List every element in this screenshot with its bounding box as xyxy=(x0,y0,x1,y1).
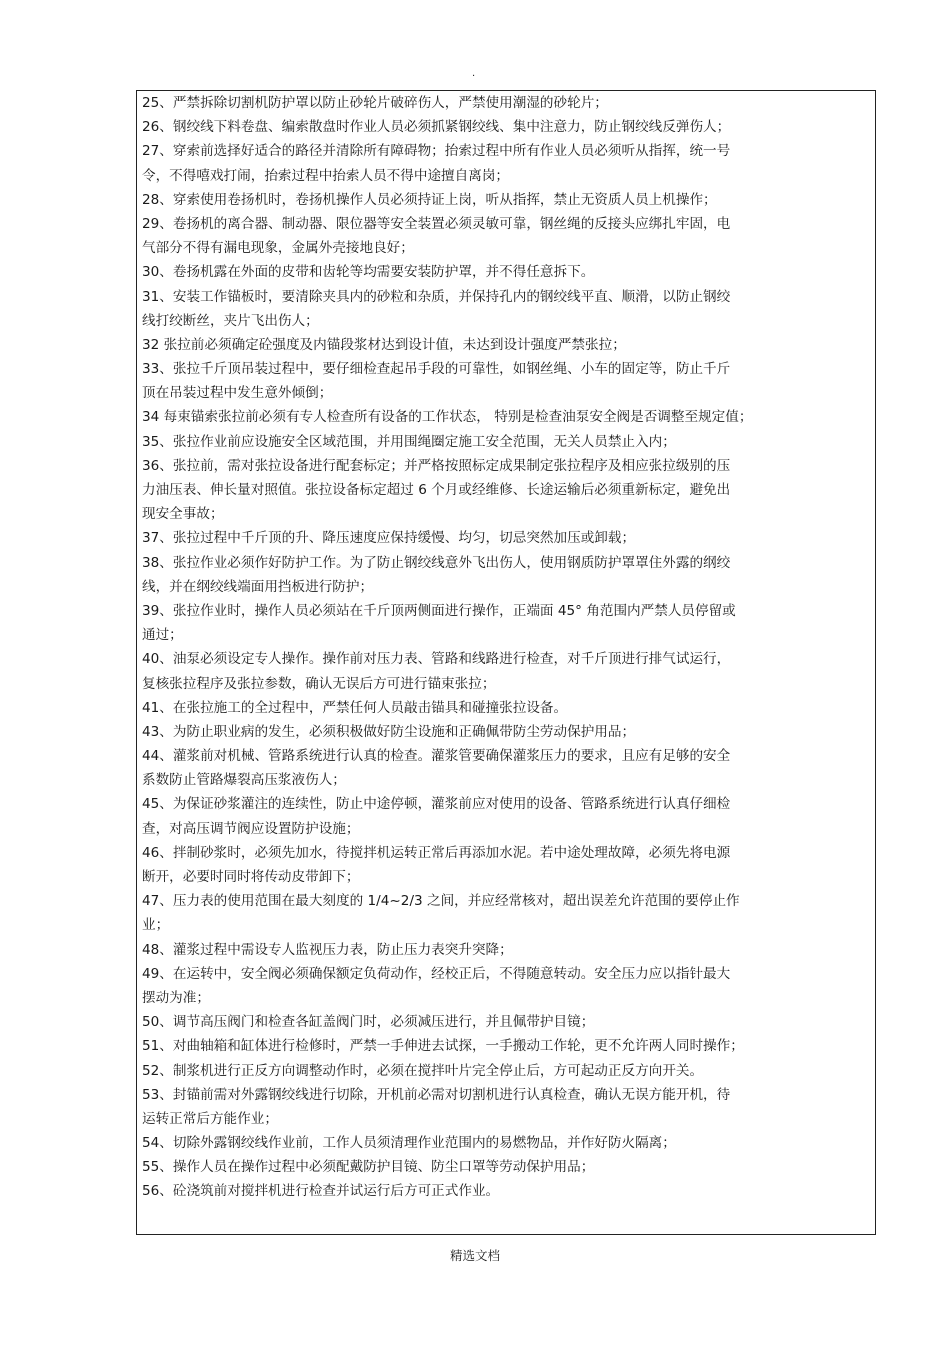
rule-line: 40、油泵必须设定专人操作。操作前对压力表、管路和线路进行检查，对千斤顶进行排气试运行， xyxy=(142,651,731,668)
rule-line: 33、张拉千斤顶吊装过程中，要仔细检查起吊手段的可靠性，如钢丝绳、小车的固定等，防止千斤 xyxy=(142,361,731,378)
rule-line: 46、拌制砂浆时，必须先加水，待搅拌机运转正常后再添加水泥。若中途处理故障，必须先将电源 xyxy=(142,844,731,861)
rule-line: 56、砼浇筑前对搅拌机进行检查并试运行后方可正式作业。 xyxy=(142,1183,500,1200)
rule-line: 复核张拉程序及张拉参数，确认无误后方可进行锚束张拉； xyxy=(142,675,496,692)
rule-line: 线，并在纲绞线端面用挡板进行防护； xyxy=(142,578,374,595)
rule-line: 38、张拉作业必须作好防护工作。为了防止钢绞线意外飞出伤人，使用钢质防护罩罩住外露的纲绞 xyxy=(142,554,731,571)
rule-line: 现安全事故； xyxy=(142,506,224,523)
rule-line: 系数防止管路爆裂高压浆液伤人； xyxy=(142,772,346,789)
rule-line: 37、张拉过程中千斤顶的升、降压速度应保持缓慢、均匀，切忌突然加压或卸载； xyxy=(142,530,636,547)
rule-line: 通过； xyxy=(142,627,183,644)
rule-line: 25、严禁拆除切割机防护罩以防止砂轮片破碎伤人，严禁使用潮湿的砂轮片； xyxy=(142,95,608,111)
rule-line: 断开，必要时同时将传动皮带卸下； xyxy=(142,869,360,885)
header-mark: . xyxy=(472,68,476,79)
rule-line: 53、封锚前需对外露钢绞线进行切除，开机前必需对切割机进行认真检查，确认无误方能开机，待 xyxy=(142,1086,731,1103)
footer-label: 精选文档 xyxy=(449,1248,500,1263)
rule-line: 26、钢绞线下料卷盘、编索散盘时作业人员必须抓紧钢绞线、集中注意力，防止钢绞线反弹伤人； xyxy=(142,119,731,136)
rule-line: 36、张拉前，需对张拉设备进行配套标定；并严格按照标定成果制定张拉程序及相应张拉级别的压 xyxy=(142,457,731,474)
rule-line: 28、穿索使用卷扬机时，卷扬机操作人员必须持证上岗，听从指挥，禁止无资质人员上机操作； xyxy=(142,191,717,208)
rule-line: 44、灌浆前对机械、管路系统进行认真的检查。灌浆管要确保灌浆压力的要求，且应有足够的安全 xyxy=(142,748,731,765)
rule-line: 35、张拉作业前应设施安全区域范围，并用围绳圈定施工安全范围，无关人员禁止入内； xyxy=(142,433,676,450)
safety-rules-box xyxy=(136,90,876,1235)
rule-line: 55、操作人员在操作过程中必须配戴防护目镜、防尘口罩等劳动保护用品； xyxy=(142,1159,595,1176)
rule-line: 54、切除外露钢绞线作业前，工作人员须清理作业范围内的易燃物品，并作好防火隔离； xyxy=(142,1135,676,1152)
rule-line: 线打绞断丝，夹片飞出伤人； xyxy=(142,312,319,329)
rule-line: 50、调节高压阀门和检查各缸盖阀门时，必须减压进行，并且佩带护目镜； xyxy=(142,1014,595,1031)
rule-line: 摆动为准； xyxy=(142,989,210,1006)
rule-line: 顶在吊装过程中发生意外倾倒； xyxy=(142,385,333,402)
rule-line: 47、压力表的使用范围在最大刻度的 1/4~2/3 之间，并应经常核对，超出误差允许范围的要停止作 xyxy=(142,893,740,910)
rule-line: 52、制浆机进行正反方向调整动作时，必须在搅拌叶片完全停止后，方可起动正反方向开关。 xyxy=(142,1062,704,1079)
rule-line: 31、安装工作锚板时，要清除夹具内的砂粒和杂质，并保持孔内的钢绞线平直、顺滑，以防止钢绞 xyxy=(142,288,731,305)
rule-line: 30、卷扬机露在外面的皮带和齿轮等均需要安装防护罩，并不得任意拆下。 xyxy=(142,264,595,281)
rule-line: 27、穿索前选择好适合的路径并清除所有障碍物；抬索过程中所有作业人员必须听从指挥，统一号 xyxy=(142,143,731,160)
rule-line: 39、张拉作业时，操作人员必须站在千斤顶两侧面进行操作，正端面 45° 角范围内严禁人员停留或 xyxy=(142,602,736,619)
rule-line: 51、对曲轴箱和缸体进行检修时，严禁一手伸进去试探，一手搬动工作轮，更不允许两人同时操作； xyxy=(142,1038,744,1055)
rule-line: 34 每束锚索张拉前必须有专人检查所有设备的工作状态， 特别是检查油泵安全阀是否调整至规定值； xyxy=(142,409,753,426)
rule-line: 45、为保证砂浆灌注的连续性，防止中途停顿，灌浆前应对使用的设备、管路系统进行认真仔细检 xyxy=(142,796,731,813)
rule-line: 32 张拉前必须确定砼强度及内锚段浆材达到设计值，未达到设计强度严禁张拉； xyxy=(142,336,626,353)
rule-line: 43、为防止职业病的发生，必须积极做好防尘设施和正确佩带防尘劳动保护用品； xyxy=(142,723,636,740)
rule-line: 41、在张拉施工的全过程中，严禁任何人员敲击锚具和碰撞张拉设备。 xyxy=(142,699,568,716)
rule-line: 令，不得嘻戏打闹，抬索过程中抬索人员不得中途擅自离岗； xyxy=(142,167,510,184)
rule-line: 业； xyxy=(142,917,170,934)
rule-line: 49、在运转中，安全阀必须确保额定负荷动作，经校正后，不得随意转动。安全压力应以指针最大 xyxy=(142,965,731,982)
rule-line: 查，对高压调节阀应设置防护设施； xyxy=(142,820,360,837)
rule-line: 气部分不得有漏电现象，金属外壳接地良好； xyxy=(142,240,414,257)
rule-line: 运转正常后方能作业； xyxy=(142,1110,278,1127)
rule-line: 48、灌浆过程中需设专人监视压力表，防止压力表突升突降； xyxy=(142,941,513,958)
rule-line: 力油压表、伸长量对照值。张拉设备标定超过 6 个月或经维修、长途运输后必须重新标定，避免出 xyxy=(142,482,731,498)
rule-line: 29、卷扬机的离合器、制动器、限位器等安全装置必须灵敏可靠，钢丝绳的反接头应绑扎牢固，电 xyxy=(142,215,731,232)
